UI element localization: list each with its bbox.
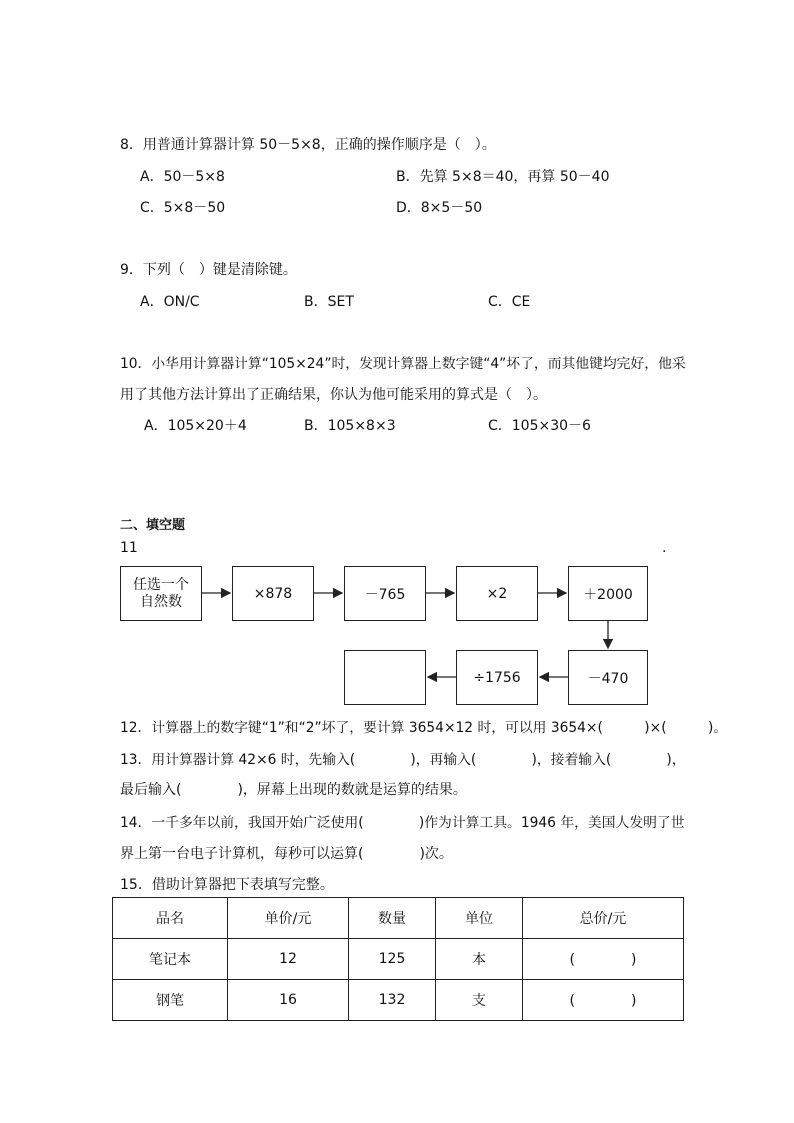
q12-text: 12．计算器上的数字键“1”和“2”坏了，要计算 3654×12 时，可以用 3654×( )×( )。 — [120, 720, 728, 736]
q10-option-c: C．105×30－6 — [488, 418, 591, 434]
q14-line1: 14．一千多年以前，我国开始广泛使用( )作为计算工具。1946 年，美国人发明了世 — [120, 815, 685, 831]
q14-line2: 界上第一台电子计算机，每秒可以运算( )次。 — [120, 846, 453, 862]
q10-stem-line2: 用了其他方法计算出了正确结果，你认为他可能采用的算式是（ ）。 — [120, 387, 547, 403]
header-name: 品名 — [113, 898, 228, 939]
header-quantity: 数量 — [349, 898, 436, 939]
cell-unit-price: 16 — [228, 980, 349, 1021]
cell-total-blank[interactable]: ( ) — [523, 939, 684, 980]
q9-option-b: B．SET — [304, 294, 354, 310]
header-unit: 单位 — [436, 898, 523, 939]
q10-stem-line1: 10．小华用计算器计算“105×24”时，发现计算器上数字键“4”坏了，而其他键均完好，他采 — [120, 356, 686, 372]
q8-option-c: C．5×8－50 — [140, 200, 226, 216]
q8-option-a: A．50－5×8 — [140, 169, 225, 185]
q11-number: 11 — [120, 540, 138, 556]
table-row — [113, 980, 684, 1021]
goods-table — [112, 897, 684, 1021]
flow-start-line2: 自然数 — [140, 593, 182, 610]
q10-option-b: B．105×8×3 — [304, 418, 396, 434]
header-unit-price: 单价/元 — [228, 898, 349, 939]
q11-trailing-dot: . — [662, 540, 667, 556]
cell-quantity: 132 — [349, 980, 436, 1021]
table-header-row — [113, 898, 684, 939]
cell-quantity: 125 — [349, 939, 436, 980]
flow-op6-label: ÷1756 — [473, 669, 521, 686]
q13-line2: 最后输入( )，屏幕上出现的数就是运算的结果。 — [120, 782, 467, 798]
q10-option-a: A．105×20＋4 — [144, 418, 247, 434]
q9-option-a: A．ON/C — [140, 294, 200, 310]
cell-name: 笔记本 — [113, 939, 228, 980]
header-total: 总价/元 — [523, 898, 684, 939]
flow-op5-label: －470 — [587, 670, 629, 687]
table-row — [113, 939, 684, 980]
cell-unit: 本 — [436, 939, 523, 980]
q8-option-b: B．先算 5×8＝40，再算 50－40 — [396, 169, 610, 185]
q15-stem: 15．借助计算器把下表填写完整。 — [120, 877, 334, 893]
cell-name: 钢笔 — [113, 980, 228, 1021]
flow-op1-label: ×878 — [253, 585, 293, 602]
flow-op2-label: －765 — [364, 586, 406, 603]
flow-start-line1: 任选一个 — [133, 576, 189, 593]
q9-stem: 9．下列（ ）键是清除键。 — [120, 262, 297, 278]
flow-op4-label: ＋2000 — [583, 586, 633, 603]
cell-total-blank[interactable]: ( ) — [523, 980, 684, 1021]
q8-stem: 8．用普通计算器计算 50－5×8，正确的操作顺序是（ ）。 — [120, 137, 496, 153]
q8-option-d: D．8×5－50 — [396, 200, 483, 216]
cell-unit: 支 — [436, 980, 523, 1021]
q9-option-c: C．CE — [488, 294, 531, 310]
cell-unit-price: 12 — [228, 939, 349, 980]
section-title: 二、填空题 — [120, 518, 186, 533]
q13-line1: 13．用计算器计算 42×6 时，先输入( )，再输入( )，接着输入( )， — [120, 752, 686, 768]
flow-op3-label: ×2 — [486, 585, 508, 602]
